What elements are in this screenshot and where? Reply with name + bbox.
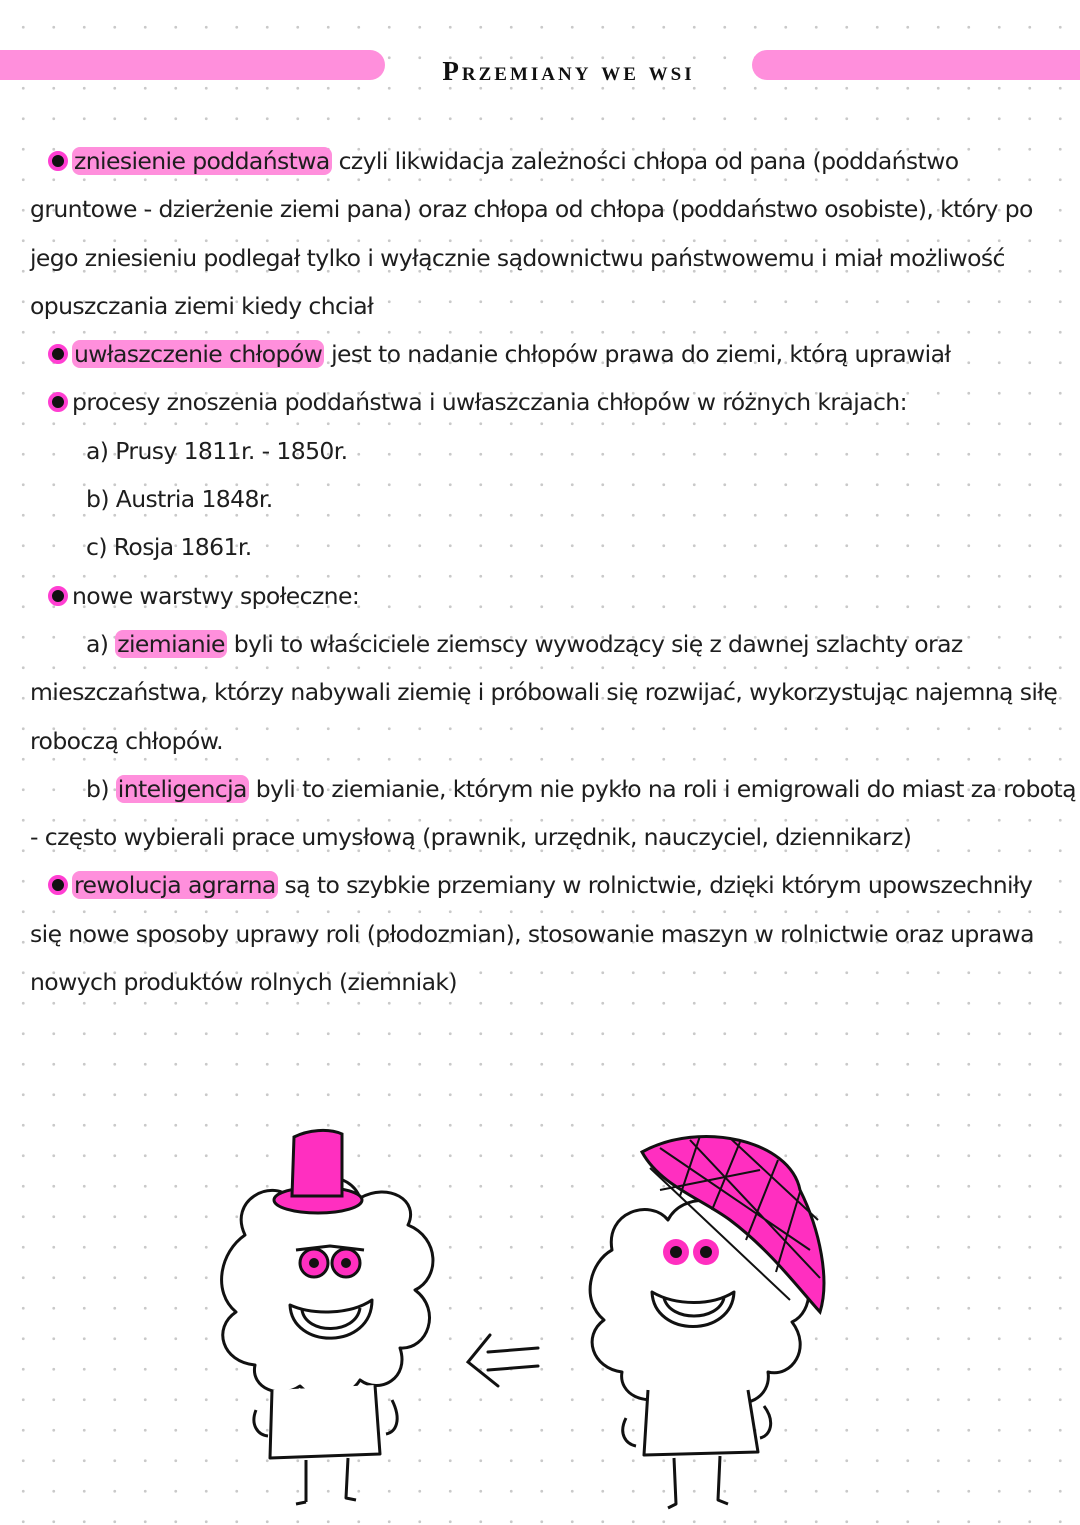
page-title: Przemiany we wsi [442,56,695,86]
note-line: roboczą chłopów. [30,726,224,755]
title-bar-left [0,50,385,80]
doodle-illustration [0,1100,1080,1525]
arrow-icon [468,1335,538,1386]
notes-content [30,137,1076,1006]
note-line: zniesienie poddaństwa czyli likwidacja zależności chłopa od pana (poddaństwo [30,137,1060,185]
bullet-icon [48,392,68,412]
bullet-icon [48,875,68,895]
note-line: nowe warstwy społeczne: [30,572,1060,620]
highlight-term: zniesienie poddaństwa [74,147,330,175]
note-line: a) ziemianie byli to właściciele ziemscy wywodzący się z dawnej szlachty oraz [86,629,963,658]
note-line: opuszczania ziemi kiedy chciał [30,291,374,320]
top-hat-icon [274,1130,362,1213]
bullet-icon [48,586,68,606]
note-line: uwłaszczenie chłopów jest to nadanie chłopów prawa do ziemi, którą uprawiał [30,330,1060,378]
note-line: mieszczaństwa, którzy nabywali ziemię i próbowali się rozwijać, wykorzystując najemną siłę [30,678,1058,707]
title-bar-right [752,50,1080,80]
cloud-character-left [222,1177,433,1504]
list-item: b) Austria 1848r. [86,485,273,514]
highlight-term: ziemianie [117,629,225,658]
bullet-icon [48,151,68,171]
list-item: a) Prusy 1811r. - 1850r. [86,436,348,465]
note-line: się nowe sposoby uprawy roli (płodozmian), stosowanie maszyn w rolnictwie oraz uprawa [30,919,1034,948]
bullet-icon [48,344,68,364]
highlight-term: inteligencja [117,774,247,803]
note-line: procesy znoszenia poddaństwa i uwłaszczania chłopów w różnych krajach: [30,378,1060,426]
highlight-term: uwłaszczenie chłopów [74,340,323,369]
note-line: - często wybierali prace umysłową (prawnik, urzędnik, nauczyciel, dziennikarz) [30,823,912,852]
note-line: rewolucja agrarna są to szybkie przemiany w rolnictwie, dzięki którym upowszechniły [30,861,1060,909]
note-line: nowych produktów rolnych (ziemniak) [30,968,457,997]
note-line: jego zniesieniu podlegał tylko i wyłącznie sądownictwu państwowemu i miał możliwość [30,243,1005,272]
highlight-term: rewolucja agrarna [74,871,276,900]
list-item: c) Rosja 1861r. [86,533,252,562]
note-line: gruntowe - dzierżenie ziemi pana) oraz chłopa od chłopa (poddaństwo osobiste), który po [30,195,1033,224]
note-line: b) inteligencja byli to ziemianie, którym nie pykło na roli i emigrowali do miast za robotą [86,774,1076,803]
